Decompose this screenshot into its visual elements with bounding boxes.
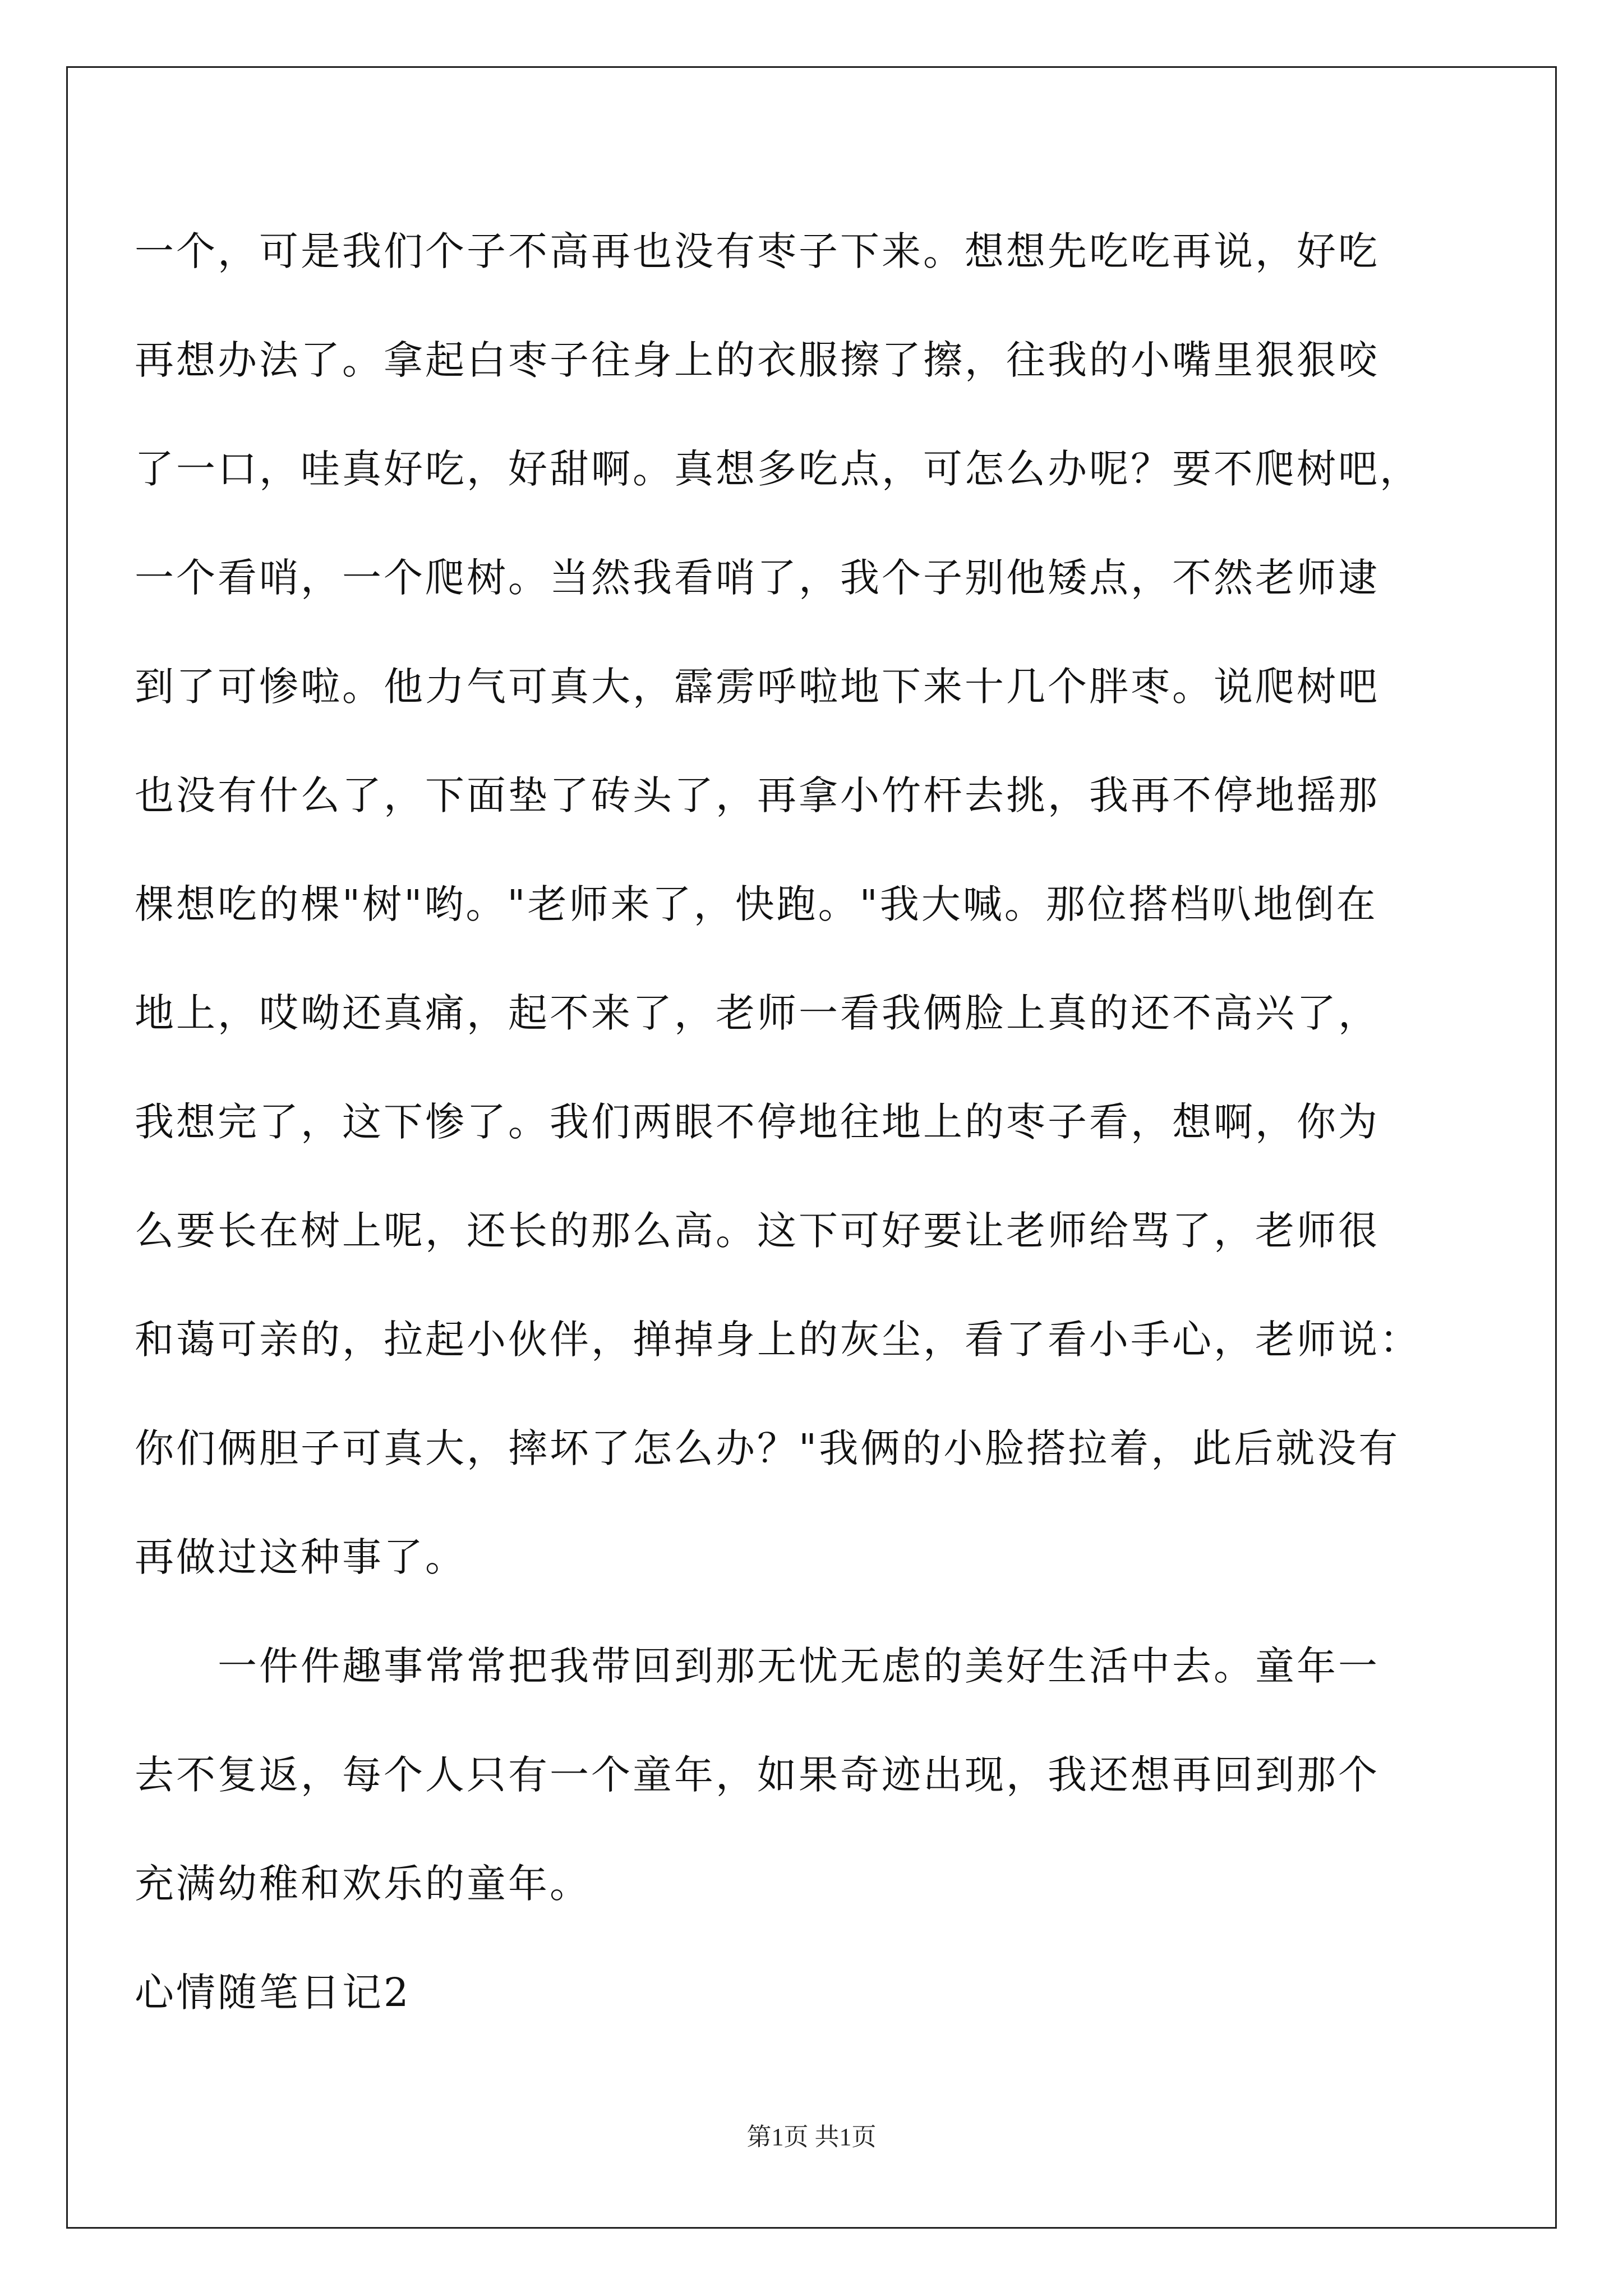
- text-line: 地上，哎呦还真痛，起不来了，老师一看我俩脸上真的还不高兴了，: [135, 990, 1380, 1036]
- text-line: 到了可惨啦。他力气可真大，霹雳呼啦地下来十几个胖枣。说爬树吧: [135, 664, 1380, 710]
- text-line: 再做过这种事了。: [135, 1534, 467, 1580]
- text-line: 我想完了，这下惨了。我们两眼不停地往地上的枣子看，想啊，你为: [135, 1099, 1380, 1145]
- text-line: 一个看哨，一个爬树。当然我看哨了，我个子别他矮点，不然老师逮: [135, 555, 1380, 601]
- text-line: 你们俩胆子可真大，摔坏了怎么办？"我俩的小脸搭拉着，此后就没有: [135, 1425, 1400, 1471]
- text-line: 也没有什么了，下面垫了砖头了，再拿小竹杆去挑，我再不停地摇那: [135, 772, 1380, 818]
- paragraph-first-line: 一件件趣事常常把我带回到那无忧无虑的美好生活中去。童年一: [218, 1643, 1380, 1689]
- text-line: 棵想吃的棵"树"哟。"老师来了，快跑。"我大喊。那位搭档叭地倒在: [135, 881, 1378, 927]
- text-line: 么要长在树上呢，还长的那么高。这下可好要让老师给骂了，老师很: [135, 1208, 1380, 1254]
- text-line: 充满幼稚和欢乐的童年。: [135, 1861, 591, 1907]
- page-number-footer: 第1页 共1页: [746, 2123, 877, 2151]
- text-line: 和蔼可亲的，拉起小伙伴，掸掉身上的灰尘，看了看小手心，老师说：: [135, 1317, 1421, 1363]
- section-heading: 心情随笔日记2: [135, 1970, 411, 2016]
- text-line: 了一口，哇真好吃，好甜啊。真想多吃点，可怎么办呢？要不爬树吧，: [135, 446, 1421, 492]
- text-line: 一个，可是我们个子不高再也没有枣子下来。想想先吃吃再说，好吃: [135, 228, 1380, 274]
- text-line: 去不复返，每个人只有一个童年，如果奇迹出现，我还想再回到那个: [135, 1752, 1380, 1798]
- text-line: 再想办法了。拿起白枣子往身上的衣服擦了擦，往我的小嘴里狠狠咬: [135, 337, 1380, 383]
